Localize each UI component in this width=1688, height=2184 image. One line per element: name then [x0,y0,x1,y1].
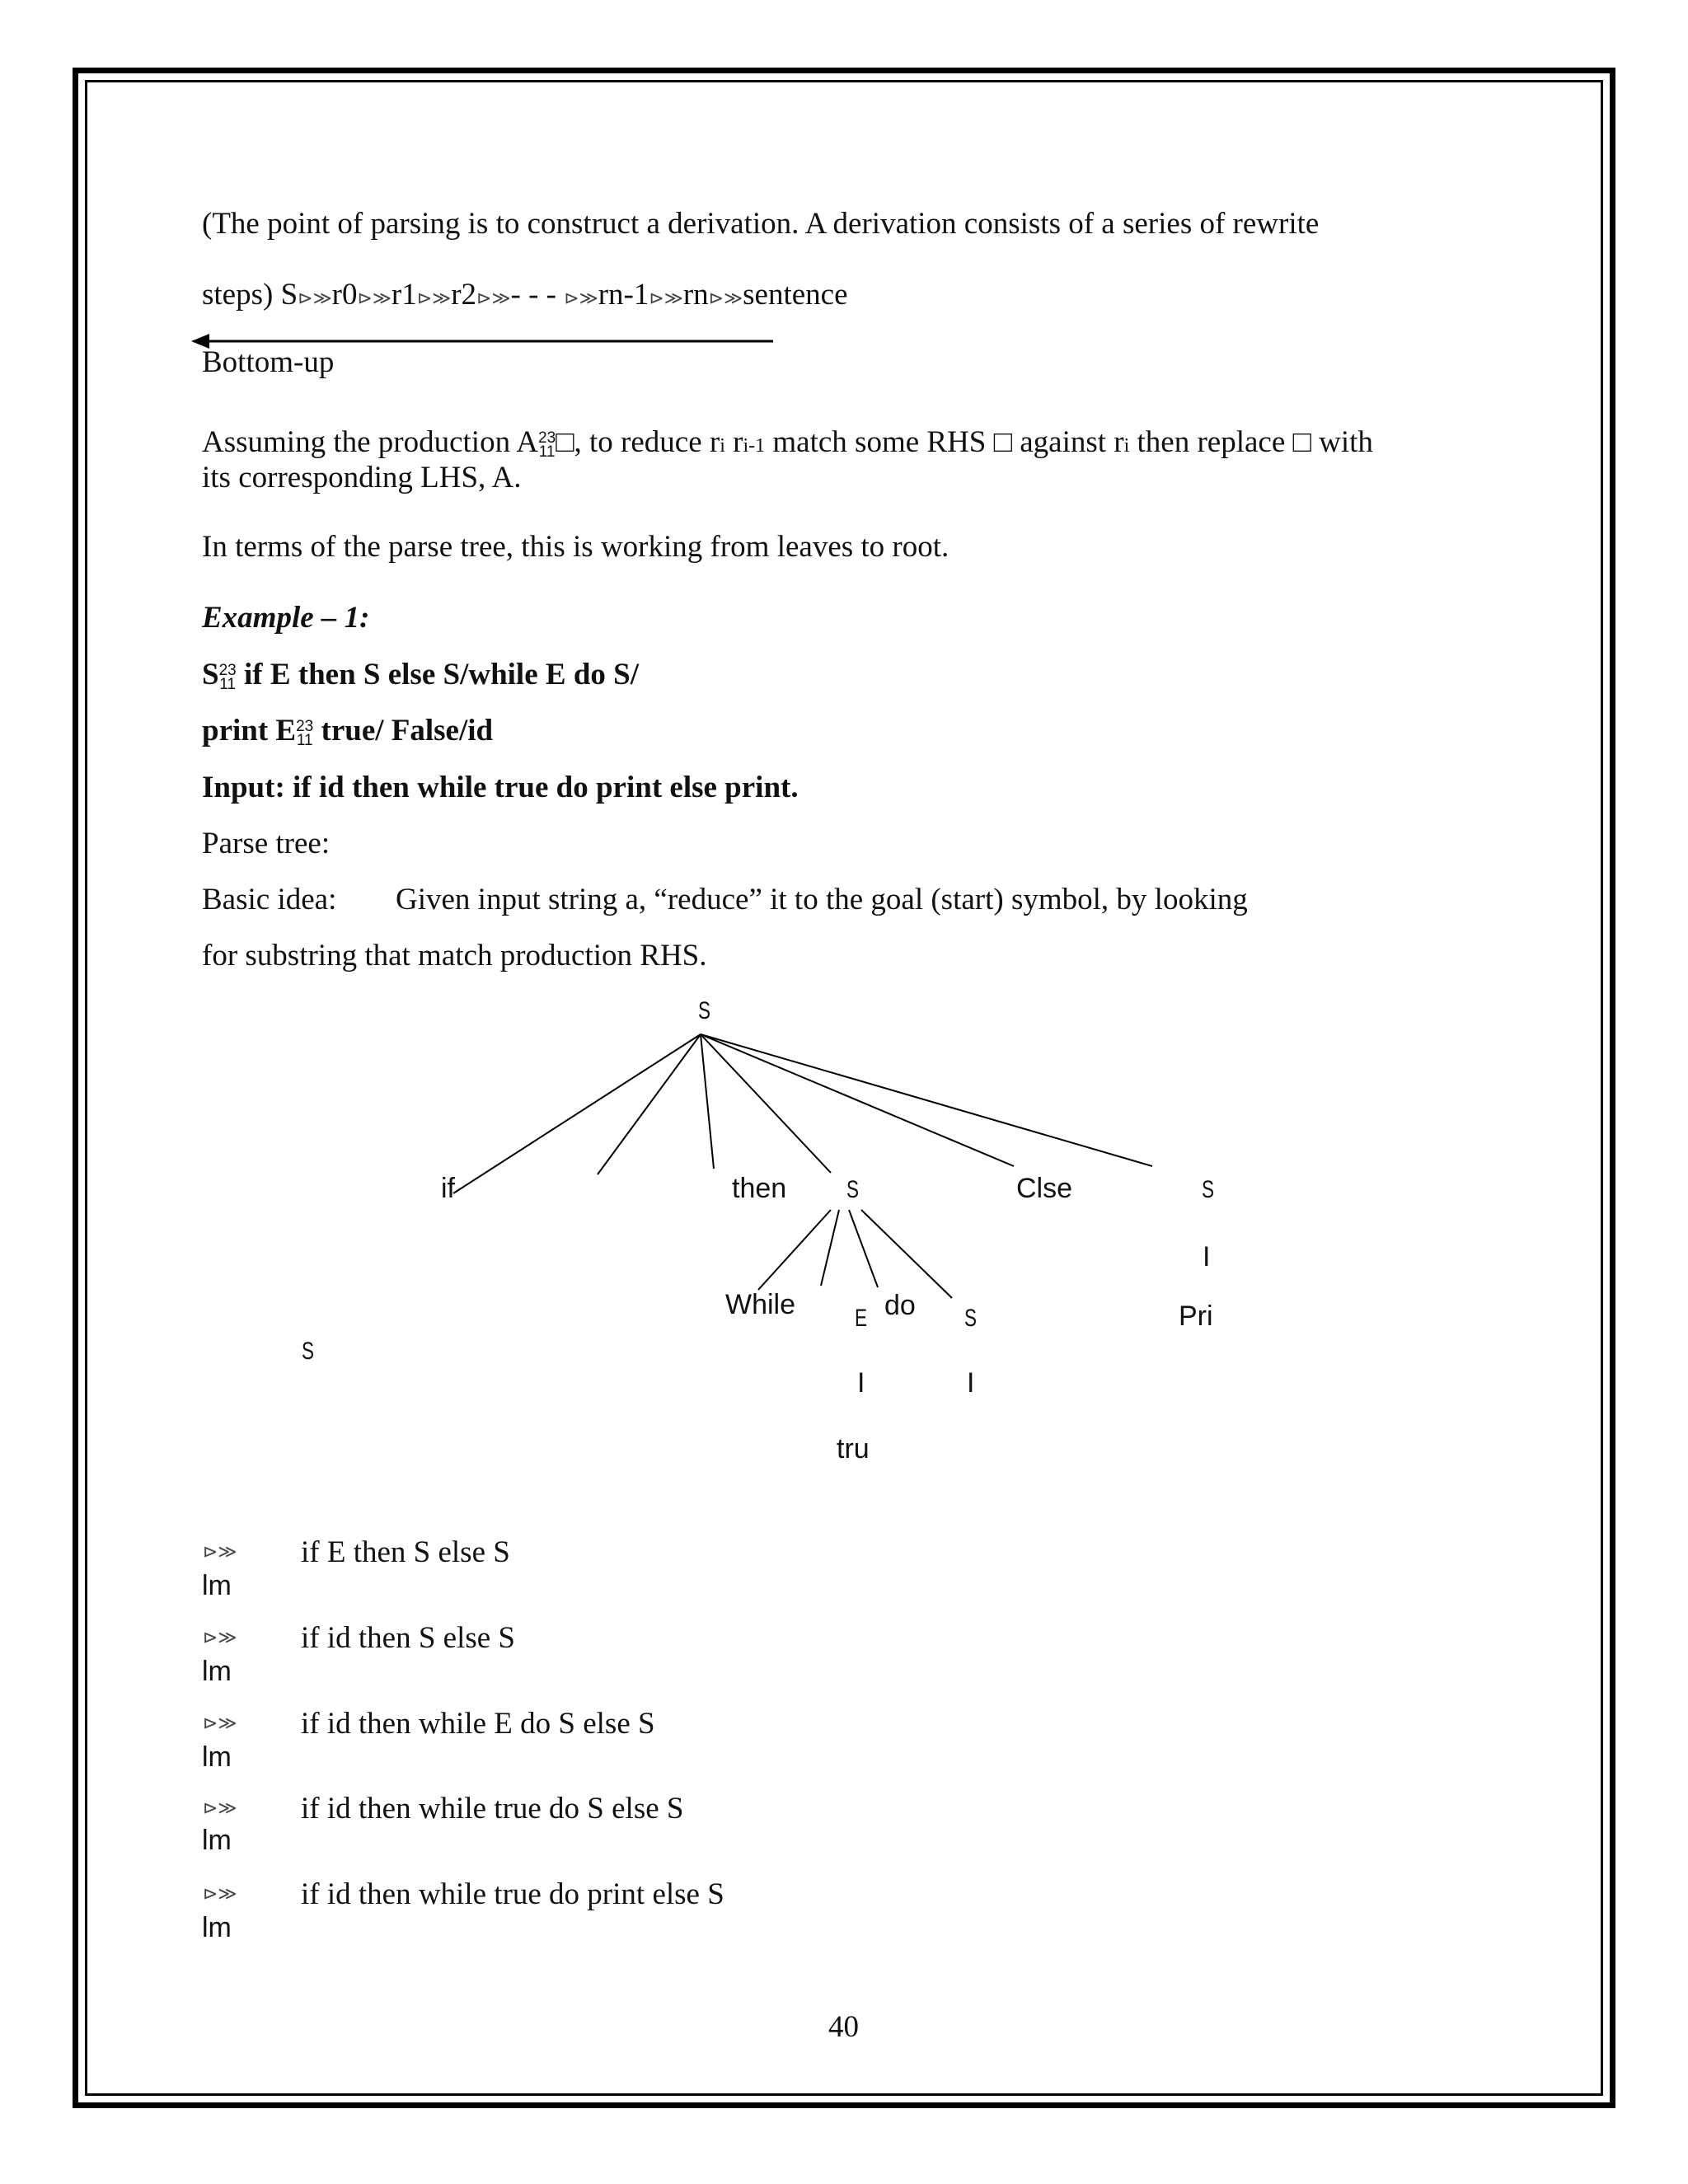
derivation-step-5: if id then while true do print else S [301,1877,724,1911]
parse-tree-label: Parse tree: [202,827,331,860]
assuming-text-f: then replace [1129,425,1293,459]
assuming-text-g: with [1311,425,1373,459]
r2: r2 [451,278,477,312]
r1: r1 [391,278,417,312]
arrow-sub: 11 [296,731,313,749]
derivation-step-4: if id then while true do S else S [301,1792,684,1825]
grammar-e-rhs: true/ False/id [313,714,494,748]
derives-symbol: ⊳≫ [564,288,598,308]
missing-glyph: □ [1292,425,1311,459]
grammar-s-rhs: if E then S else S/while E do S/ [236,658,639,691]
tree-clse: Clse [1016,1173,1073,1204]
derivation-arrow-icon: ⊳≫ [203,1884,237,1905]
missing-glyph: □ [556,425,574,459]
arrow-sub: 11 [219,675,237,693]
derivation-lm-2: lm [202,1656,232,1687]
tree-s-right: S [1202,1176,1215,1203]
sub-i: i [720,435,725,457]
sub-i: i [1123,435,1130,457]
derives-symbol: ⊳≫ [649,288,683,308]
intro-line-1: (The point of parsing is to construct a derivation. A derivation consists of a series of rewrite [202,207,1320,241]
arrow-sup: 23 [538,429,556,447]
tree-root-s: S [698,997,711,1024]
derives-symbol: ⊳≫ [298,288,332,308]
derivation-arrow-icon: ⊳≫ [203,1713,237,1734]
page-number: 40 [828,2010,859,2044]
derives-symbol: ⊳≫ [476,288,511,308]
tree-bar-e: I [857,1367,865,1399]
basic-idea-text: Given input string a, “reduce” it to the goal (start) symbol, by looking [396,883,1248,916]
r0: r0 [331,278,358,312]
derivation-arrow-icon: ⊳≫ [203,1798,237,1819]
assuming-line-2: its corresponding LHS, A. [202,461,522,494]
sentence: sentence [743,278,848,312]
assuming-text-d: match some RHS [765,425,994,459]
derives-symbol: ⊳≫ [357,288,392,308]
tree-e: E [855,1305,868,1332]
tree-bar-s: I [967,1367,975,1399]
arrow-sub: 11 [538,443,556,461]
grammar-s: S [202,658,219,691]
tree-s-left: S [302,1338,315,1365]
assuming-text-a: Assuming the production A [202,425,539,459]
derivation-step-1: if E then S else S [301,1535,510,1569]
dashes: - - - [510,278,556,312]
bottom-up-label: Bottom-up [202,345,335,379]
derivation-arrow-icon: ⊳≫ [203,1542,237,1563]
derivation-arrow-icon: ⊳≫ [203,1628,237,1648]
basic-idea-text-2: for substring that match production RHS. [202,939,707,972]
example-heading: Example – 1: [202,601,370,635]
derivation-lm-4: lm [202,1825,232,1856]
leaves-to-root: In terms of the parse tree, this is working from leaves to root. [202,530,950,564]
assuming-text-b: , to reduce r [574,425,720,459]
derivation-lm-3: lm [202,1741,232,1773]
missing-glyph: □ [993,425,1012,459]
rn: rn [682,278,709,312]
assuming-text-c: r [724,425,743,459]
tree-pri: Pri [1179,1301,1213,1332]
derivation-step-2: if id then S else S [301,1621,516,1655]
basic-idea-label: Basic idea: [202,883,337,916]
derives-symbol: ⊳≫ [708,288,743,308]
tree-while: While [725,1289,796,1320]
tree-tru: tru [837,1433,870,1465]
tree-if: if [441,1173,455,1204]
tree-bar-right: I [1203,1241,1211,1272]
input-line: Input: if id then while true do print else print. [202,771,799,804]
rn-1: rn-1 [598,278,649,312]
arrow-sup: 23 [296,717,314,735]
derives-symbol: ⊳≫ [416,288,452,308]
derivation-lm-1: lm [202,1570,232,1601]
arrow-sup: 23 [218,661,237,679]
tree-s-do: S [964,1305,978,1332]
tree-s-mid: S [846,1176,860,1203]
derivation-lm-5: lm [202,1912,232,1943]
tree-do: do [884,1290,916,1321]
tree-then: then [732,1173,787,1204]
derivation-step-3: if id then while E do S else S [301,1707,655,1741]
sub-i-1: i-1 [743,435,766,457]
assuming-text-e: against r [1011,425,1124,459]
grammar-print-e: print E [202,714,297,748]
steps-prefix: steps) S [202,278,298,312]
